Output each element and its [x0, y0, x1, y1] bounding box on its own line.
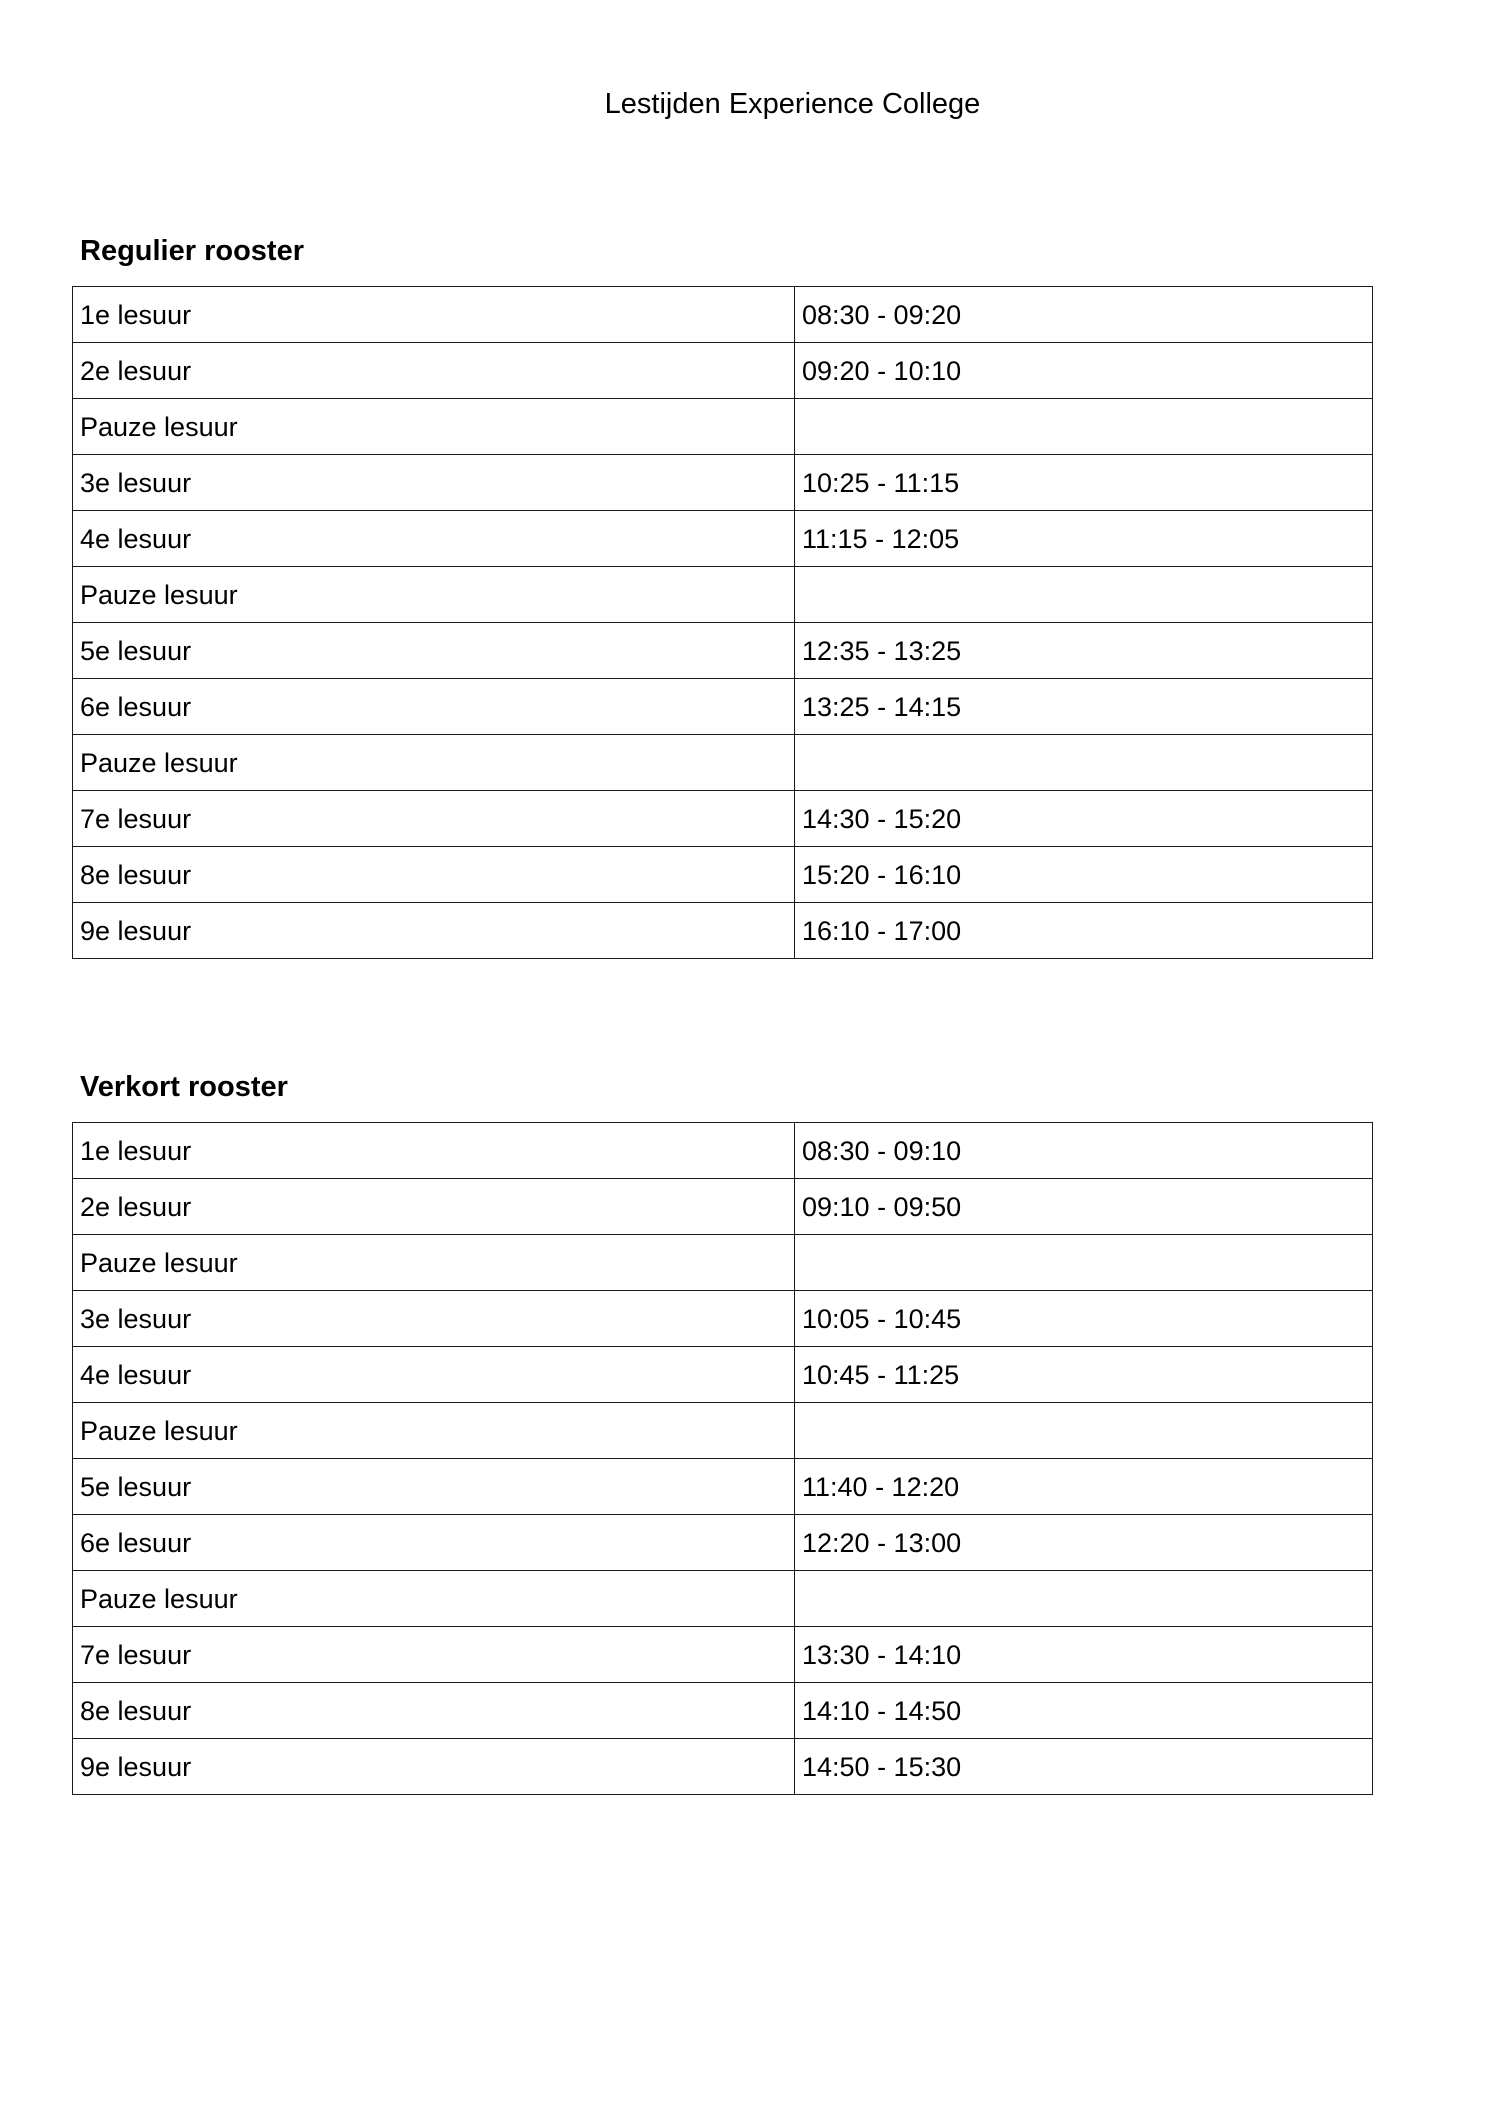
period-label: Pauze lesuur [73, 1235, 795, 1291]
table-row [73, 791, 1373, 847]
period-label: 8e lesuur [73, 847, 795, 903]
period-label: Pauze lesuur [73, 1571, 795, 1627]
period-time [795, 399, 1373, 455]
table-row [73, 287, 1373, 343]
period-label: 1e lesuur [73, 287, 795, 343]
period-time [795, 1571, 1373, 1627]
table-row [73, 903, 1373, 959]
table-row [73, 1515, 1373, 1571]
period-time: 10:45 - 11:25 [795, 1347, 1373, 1403]
table-row [73, 1123, 1373, 1179]
table-row [73, 1403, 1373, 1459]
period-time: 14:50 - 15:30 [795, 1739, 1373, 1795]
period-time: 10:05 - 10:45 [795, 1291, 1373, 1347]
period-label: 6e lesuur [73, 679, 795, 735]
period-label: 6e lesuur [73, 1515, 795, 1571]
table-row [73, 1291, 1373, 1347]
short-schedule-heading: Verkort rooster [80, 1071, 288, 1103]
period-label: 3e lesuur [73, 455, 795, 511]
period-time: 10:25 - 11:15 [795, 455, 1373, 511]
table-row [73, 343, 1373, 399]
period-time: 09:10 - 09:50 [795, 1179, 1373, 1235]
period-label: 2e lesuur [73, 343, 795, 399]
period-time: 08:30 - 09:10 [795, 1123, 1373, 1179]
period-time: 11:40 - 12:20 [795, 1459, 1373, 1515]
period-label: 5e lesuur [73, 623, 795, 679]
period-label: 9e lesuur [73, 1739, 795, 1795]
period-label: 2e lesuur [73, 1179, 795, 1235]
table-row [73, 567, 1373, 623]
table-row [73, 623, 1373, 679]
short-schedule-section [72, 1066, 1372, 1795]
period-label: 5e lesuur [73, 1459, 795, 1515]
period-label: 3e lesuur [73, 1291, 795, 1347]
table-row [73, 1459, 1373, 1515]
period-label: Pauze lesuur [73, 399, 795, 455]
period-label: 4e lesuur [73, 1347, 795, 1403]
period-time: 08:30 - 09:20 [795, 287, 1373, 343]
document-title: Lestijden Experience College [604, 88, 981, 120]
period-label: Pauze lesuur [73, 1403, 795, 1459]
period-label: Pauze lesuur [73, 567, 795, 623]
period-label: 4e lesuur [73, 511, 795, 567]
period-time: 13:30 - 14:10 [795, 1627, 1373, 1683]
regular-schedule-section [72, 230, 1372, 959]
period-time: 12:35 - 13:25 [795, 623, 1373, 679]
period-time [795, 735, 1373, 791]
table-row [73, 1179, 1373, 1235]
period-time: 12:20 - 13:00 [795, 1515, 1373, 1571]
regular-schedule-table [72, 286, 1373, 959]
table-row [73, 1739, 1373, 1795]
period-time: 13:25 - 14:15 [795, 679, 1373, 735]
period-time: 14:30 - 15:20 [795, 791, 1373, 847]
short-schedule-table [72, 1122, 1373, 1795]
period-time: 14:10 - 14:50 [795, 1683, 1373, 1739]
table-row [73, 1571, 1373, 1627]
period-time [795, 1403, 1373, 1459]
period-label: 9e lesuur [73, 903, 795, 959]
period-time: 15:20 - 16:10 [795, 847, 1373, 903]
table-row [73, 679, 1373, 735]
table-row [73, 511, 1373, 567]
period-time [795, 567, 1373, 623]
table-row [73, 847, 1373, 903]
table-row [73, 1683, 1373, 1739]
table-row [73, 1347, 1373, 1403]
period-time: 09:20 - 10:10 [795, 343, 1373, 399]
period-time [795, 1235, 1373, 1291]
table-row [73, 1627, 1373, 1683]
period-label: 8e lesuur [73, 1683, 795, 1739]
period-time: 11:15 - 12:05 [795, 511, 1373, 567]
period-label: 7e lesuur [73, 791, 795, 847]
table-row [73, 1235, 1373, 1291]
period-label: Pauze lesuur [73, 735, 795, 791]
table-row [73, 455, 1373, 511]
period-label: 1e lesuur [73, 1123, 795, 1179]
table-row [73, 399, 1373, 455]
period-label: 7e lesuur [73, 1627, 795, 1683]
regular-schedule-heading: Regulier rooster [80, 235, 304, 267]
period-time: 16:10 - 17:00 [795, 903, 1373, 959]
table-row [73, 735, 1373, 791]
